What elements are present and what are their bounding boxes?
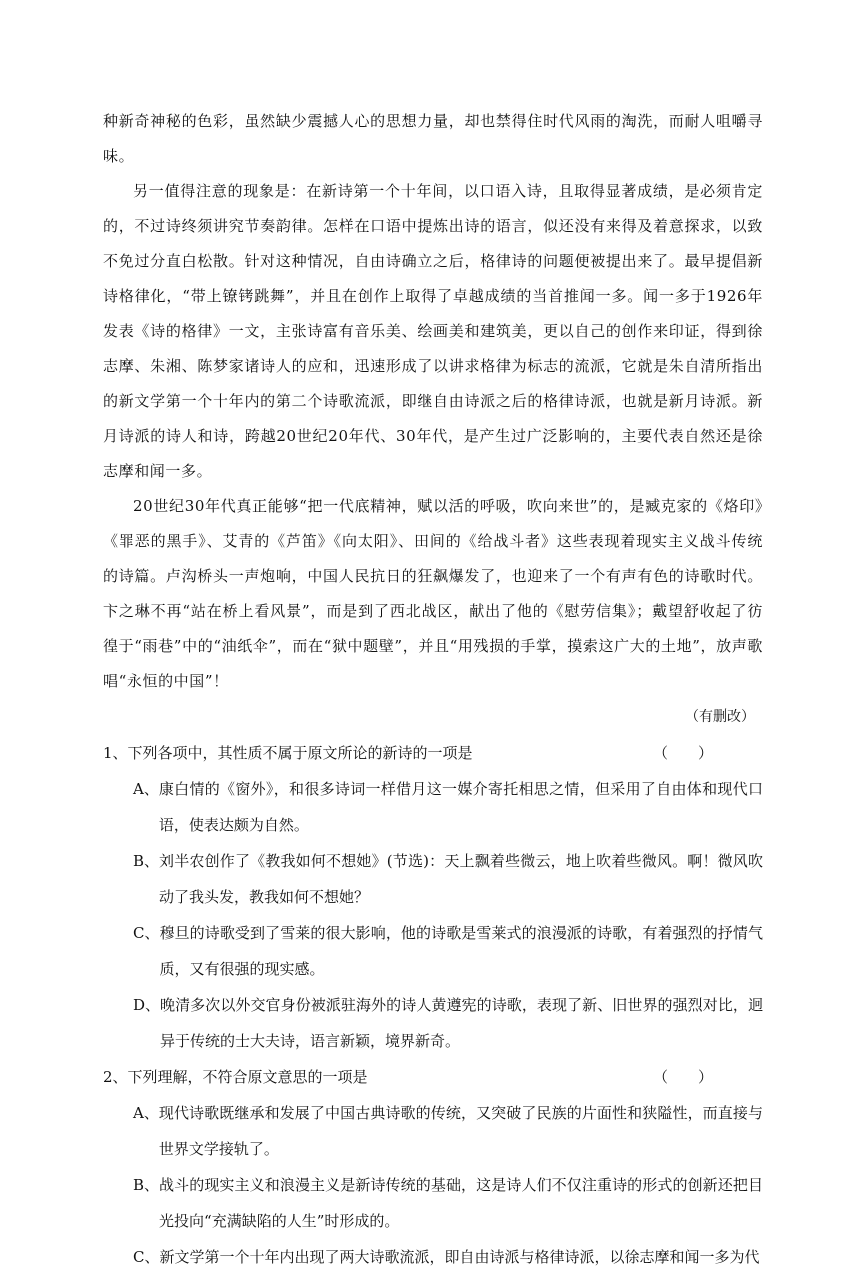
option-text: 新文学第一个十年内出现了两大诗歌流派，即自由诗派与格律诗派，以徐志摩和闻一多为代 — [159, 1248, 760, 1266]
question-1-option-d — [133, 987, 763, 1059]
option-letter: C、 — [133, 1248, 160, 1266]
option-text: 穆旦的诗歌受到了雪莱的很大影响，他的诗歌是雪莱式的浪漫派的诗歌，有着强烈的抒情气质，又有很强的现实感。 — [159, 924, 763, 978]
question-2-option-a — [133, 1095, 763, 1167]
option-text: 刘半农创作了《教我如何不想她》(节选)：天上飘着些微云，地上吹着些微风。啊！微风吹动了我头发，教我如何不想她？ — [159, 852, 763, 906]
option-letter: C、 — [133, 924, 160, 942]
passage-paragraph-2: 另一值得注意的现象是：在新诗第一个十年间，以口语入诗，且取得显著成绩，是必须肯定的，不过诗终须讲究节奏韵律。怎样在口语中提炼出诗的语言，似还没有来得及着意探求，以致不免过分直白松散。针对这种情况，自由诗确立之后，格律诗的问题便被提出来了。最早提倡新诗格律化，“带上镣铐跳舞”，并且在创作上取得了卓越成绩的当首推闻一多。闻一多于1926年发表《诗的格律》一文，主张诗富有音乐美、绘画美和建筑美，更以自己的创作来印证，得到徐志摩、朱湘、陈梦家诸诗人的应和，迅速形成了以讲求格律为标志的流派，它就是朱自清所指出的新文学第一个十年内的第二个诗歌流派，即继自由诗派之后的格律诗派，也就是新月诗派。新月诗派的诗人和诗，跨越20世纪20年代、30年代，是产生过广泛影响的，主要代表自然还是徐志摩和闻一多。 — [103, 182, 763, 480]
option-letter: A、 — [133, 780, 159, 798]
option-text: 康白情的《窗外》，和很多诗词一样借月这一媒介寄托相思之情，但采用了自由体和现代口语，使表达颇为自然。 — [158, 780, 763, 834]
option-text: 战斗的现实主义和浪漫主义是新诗传统的基础，这是诗人们不仅注重诗的形式的创新还把目光投向“充满缺陷的人生”时形成的。 — [159, 1176, 763, 1230]
option-text: 晚清多次以外交官身份被派驻海外的诗人黄遵宪的诗歌，表现了新、旧世界的强烈对比，迥异于传统的士大夫诗，语言新颖，境界新奇。 — [160, 996, 763, 1050]
option-letter: B、 — [133, 852, 160, 870]
question-1-text: 1、下列各项中，其性质不属于原文所论的新诗的一项是 — [103, 744, 473, 762]
question-2-stem — [103, 1059, 763, 1095]
question-1-answer-blank: （ ） — [653, 744, 714, 762]
question-2-text: 2、下列理解，不符合原文意思的一项是 — [103, 1068, 368, 1086]
passage-paragraph-3: 20世纪30年代真正能够“把一代底精神，赋以活的呼吸，吹向来世”的，是臧克家的《烙印》《罪恶的黑手》、艾青的《芦笛》《向太阳》、田间的《给战斗者》这些表现着现实主义战斗传统的诗篇。卢沟桥头一声炮响，中国人民抗日的狂飙爆发了，也迎来了一个有声有色的诗歌时代。卞之琳不再“站在桥上看风景”，而是到了西北战区，献出了他的《慰劳信集》；戴望舒收起了彷徨于“雨巷”中的“油纸伞”，而在“狱中题壁”，并且“用残损的手掌，摸索这广大的土地”，放声歌唱“永恒的中国”！ — [103, 497, 763, 690]
question-2-option-c — [133, 1239, 763, 1275]
question-1-option-c — [133, 915, 763, 987]
source-note: （有删改） — [685, 709, 755, 725]
question-1-stem — [103, 735, 763, 771]
option-letter: B、 — [133, 1176, 160, 1194]
option-text: 现代诗歌既继承和发展了中国古典诗歌的传统，又突破了民族的片面性和狭隘性，而直接与世界文学接轨了。 — [158, 1104, 763, 1158]
question-2-option-b — [133, 1167, 763, 1239]
document-content — [103, 104, 763, 1275]
option-letter: A、 — [133, 1104, 159, 1122]
question-1-option-a — [133, 771, 763, 843]
option-letter: D、 — [133, 996, 161, 1014]
passage-paragraph-1: 种新奇神秘的色彩，虽然缺少震撼人心的思想力量，却也禁得住时代风雨的淘洗，而耐人咀嚼寻味。 — [103, 112, 763, 165]
question-2-answer-blank: （ ） — [653, 1068, 714, 1086]
question-1-option-b — [133, 843, 763, 915]
